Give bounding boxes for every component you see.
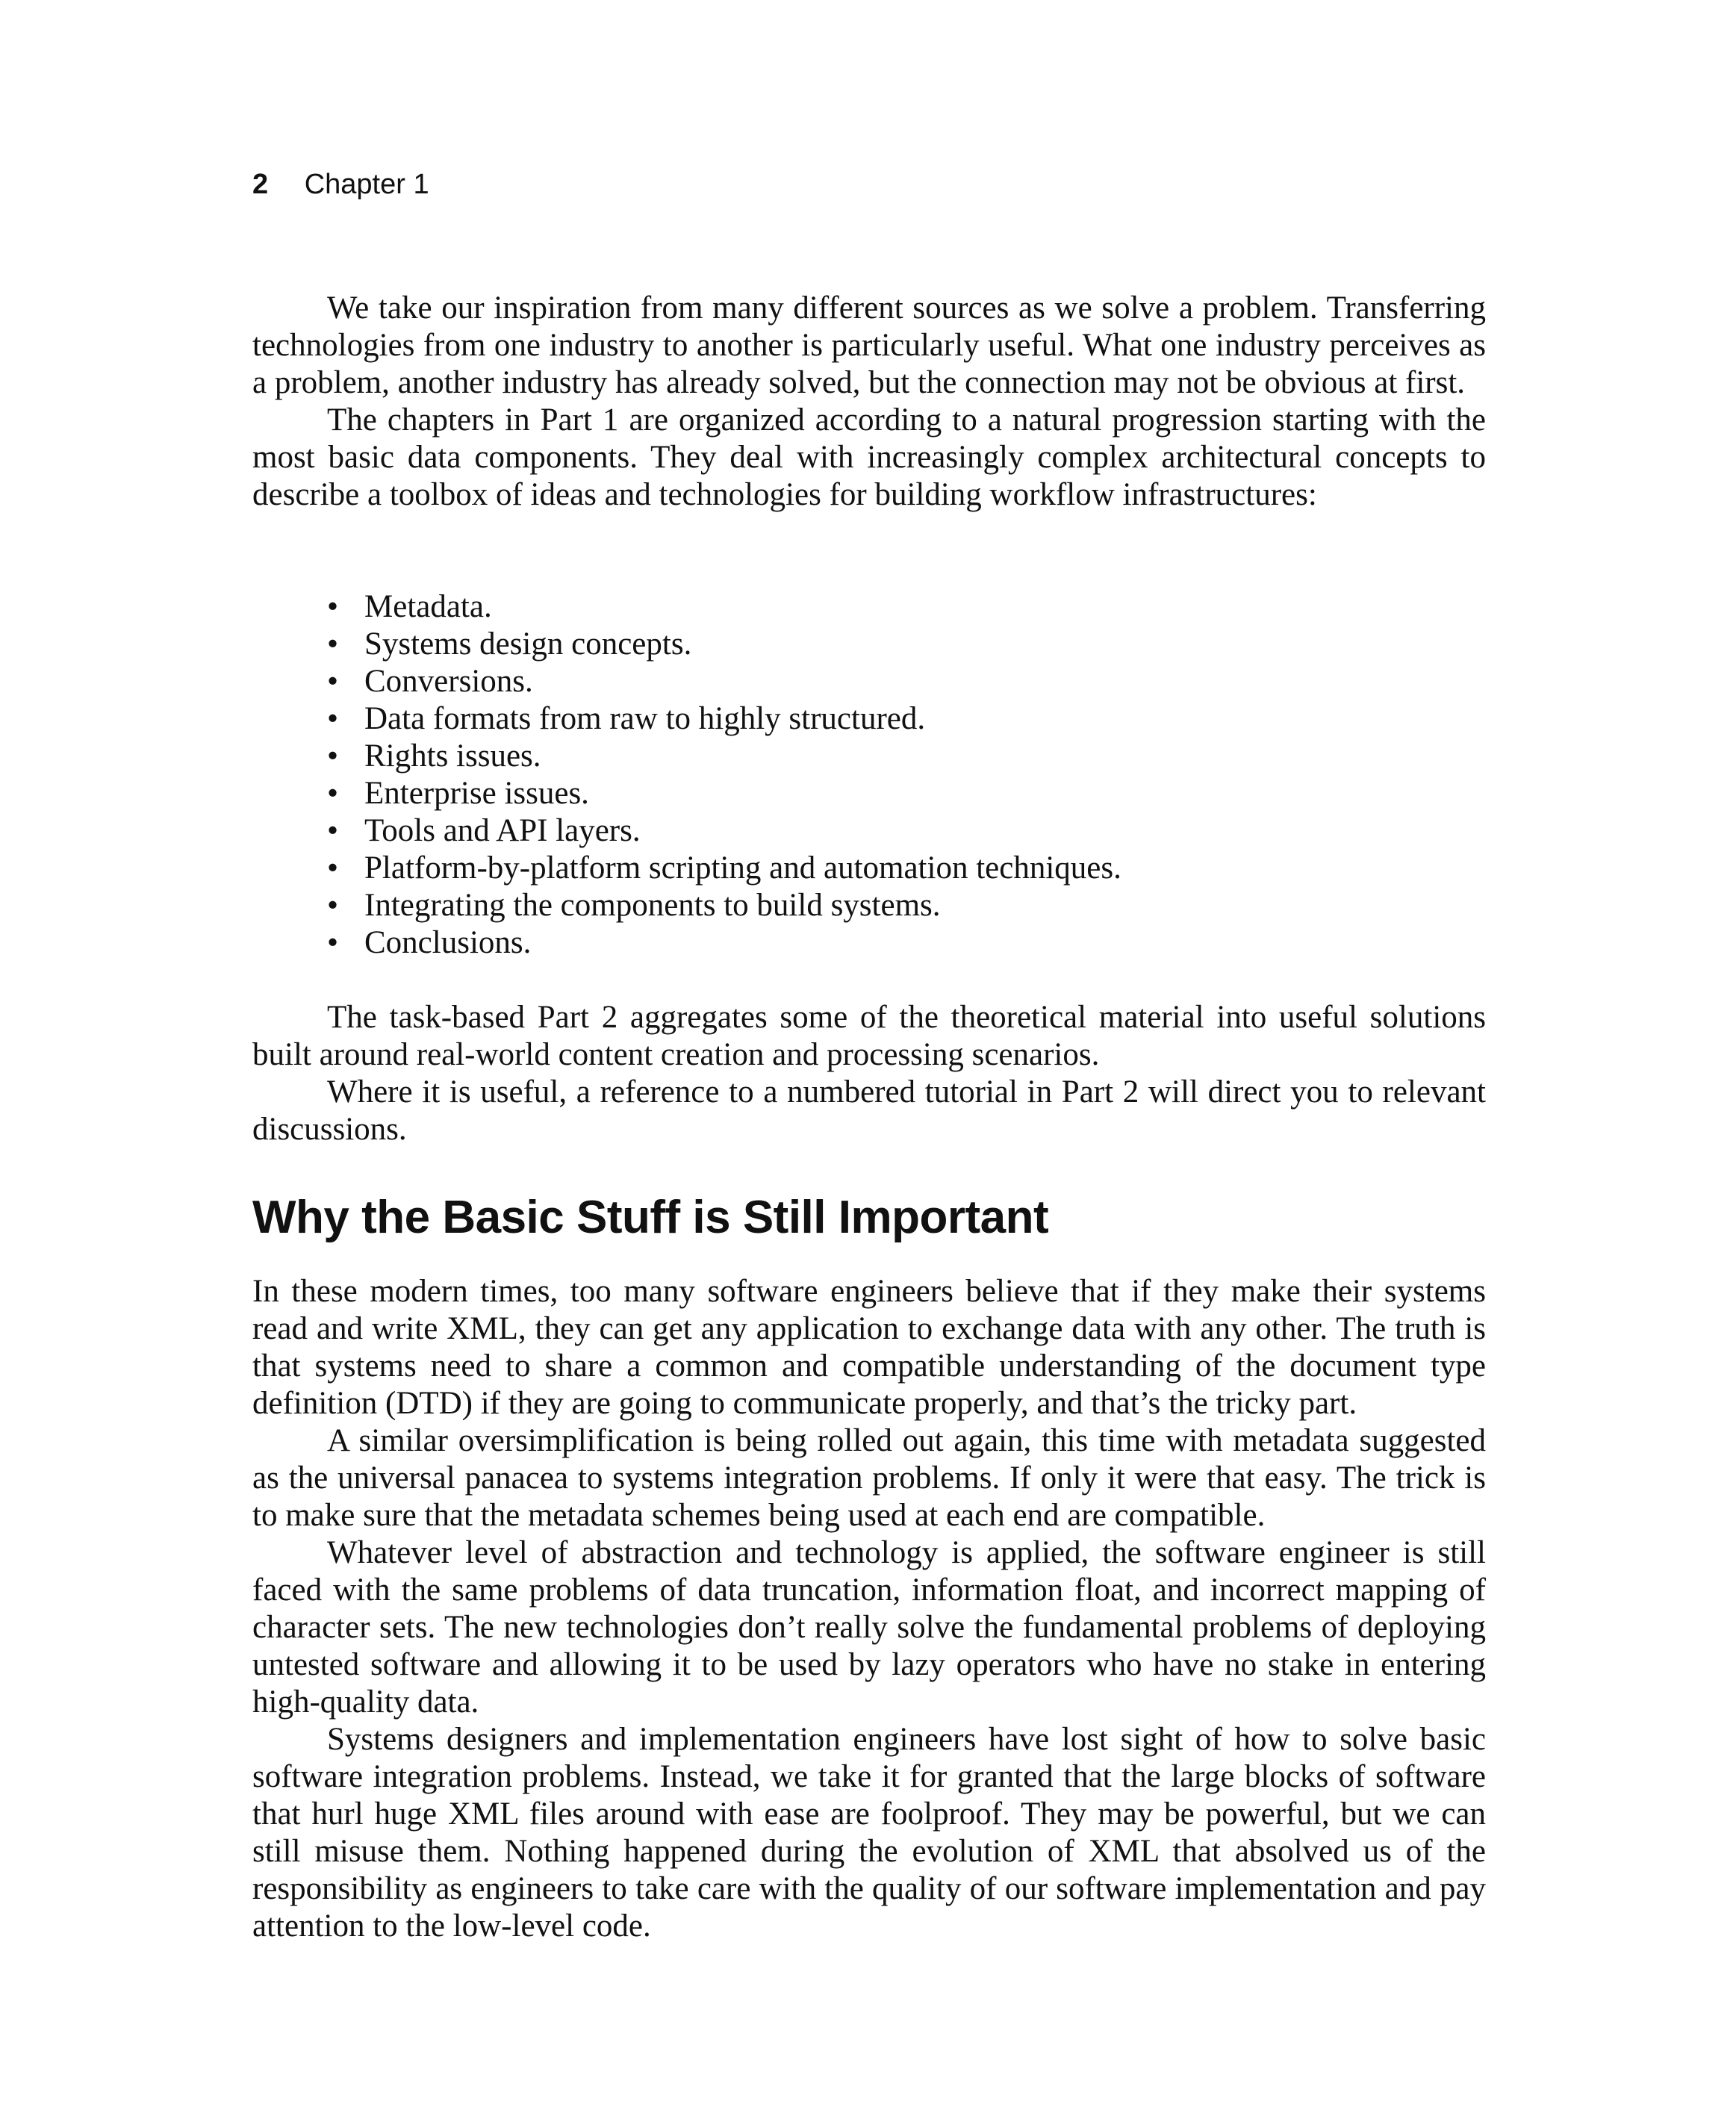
bullet-icon: • [327,701,339,736]
intro-section [252,290,1486,514]
bullet-icon: • [327,925,339,960]
section-paragraph-2: A similar oversimplification is being rolled out again, this time with metadata suggested as the universal panacea to systems integration problems. If only it were that easy. The trick is to make sure that the metadata schemes being used at each end are compatible. [252,1423,1486,1533]
list-item-text: Conversions. [364,664,533,699]
list-item-text: Tools and API layers. [364,813,641,848]
list-item [327,700,1447,738]
bullet-icon: • [327,888,339,923]
section-heading: Why the Basic Stuff is Still Important [252,1192,1049,1243]
chapter-topic-list [327,588,1447,962]
bullet-icon: • [327,664,339,699]
running-header [252,170,429,199]
section-paragraph-3: Whatever level of abstraction and technology is applied, the software engineer is still faced with the same problems of data truncation, information float, and incorrect mapping of character sets. The new technologies don’t really solve the fundamental problems of deploying untested software and allowing it to be used by lazy operators who have no stake in entering high-quality data. [252,1535,1486,1720]
list-item-text: Enterprise issues. [364,776,589,811]
intro-paragraph-2: The chapters in Part 1 are organized according to a natural progression starting with the most basic data components. They deal with increasingly complex architectural concepts to describe a toolbox of ideas and technologies for building workflow infrastructures: [252,402,1486,512]
list-item [327,887,1447,924]
list-item [327,775,1447,812]
section-body [252,1273,1486,1945]
after-list-paragraph-1: The task-based Part 2 aggregates some of the theoretical material into useful solutions built around real-world content creation and processing scenarios. [252,1000,1486,1072]
bullet-icon: • [327,776,339,811]
bullet-icon: • [327,626,339,662]
list-item-text: Data formats from raw to highly structured. [364,701,926,736]
list-item [327,663,1447,700]
bullet-icon: • [327,589,339,624]
list-item [327,626,1447,663]
list-item-text: Metadata. [364,589,492,624]
bullet-icon: • [327,813,339,848]
list-item-text: Conclusions. [364,925,532,960]
list-item [327,850,1447,887]
after-list-section [252,999,1486,1148]
list-item-text: Systems design concepts. [364,626,692,662]
section-paragraph-4: Systems designers and implementation engineers have lost sight of how to solve basic software integration problems. Instead, we take it for granted that the large blocks of software that hurl huge XML files around with ease are foolproof. They may be powerful, but we can still misuse them. Nothing happened during the evolution of XML that absolved us of the responsibility as engineers to take care with the quality of our software implementation and pay attention to the low-level code. [252,1722,1486,1944]
running-title: Chapter 1 [304,169,429,200]
list-item [327,588,1447,626]
list-item-text: Rights issues. [364,738,541,774]
intro-paragraph-1: We take our inspiration from many different sources as we solve a problem. Transferring technologies from one industry to another is particularly useful. What one industry perceives as a problem, another industry has already solved, but the connection may not be obvious at first. [252,290,1486,400]
section-paragraph-1: In these modern times, too many software engineers believe that if they make their systems read and write XML, they can get any application to exchange data with any other. The truth is that systems need to share a common and compatible understanding of the document type definition (DTD) if they are going to communicate properly, and that’s the tricky part. [252,1274,1486,1421]
after-list-paragraph-2: Where it is useful, a reference to a numbered tutorial in Part 2 will direct you to relevant discussions. [252,1074,1486,1147]
list-item-text: Integrating the components to build systems. [364,888,941,923]
list-item-text: Platform-by-platform scripting and automation techniques. [364,850,1121,886]
page-number: 2 [252,169,269,200]
list-item [327,812,1447,850]
list-item [327,738,1447,775]
list-item [327,924,1447,962]
bullet-icon: • [327,738,339,774]
bullet-icon: • [327,850,339,886]
